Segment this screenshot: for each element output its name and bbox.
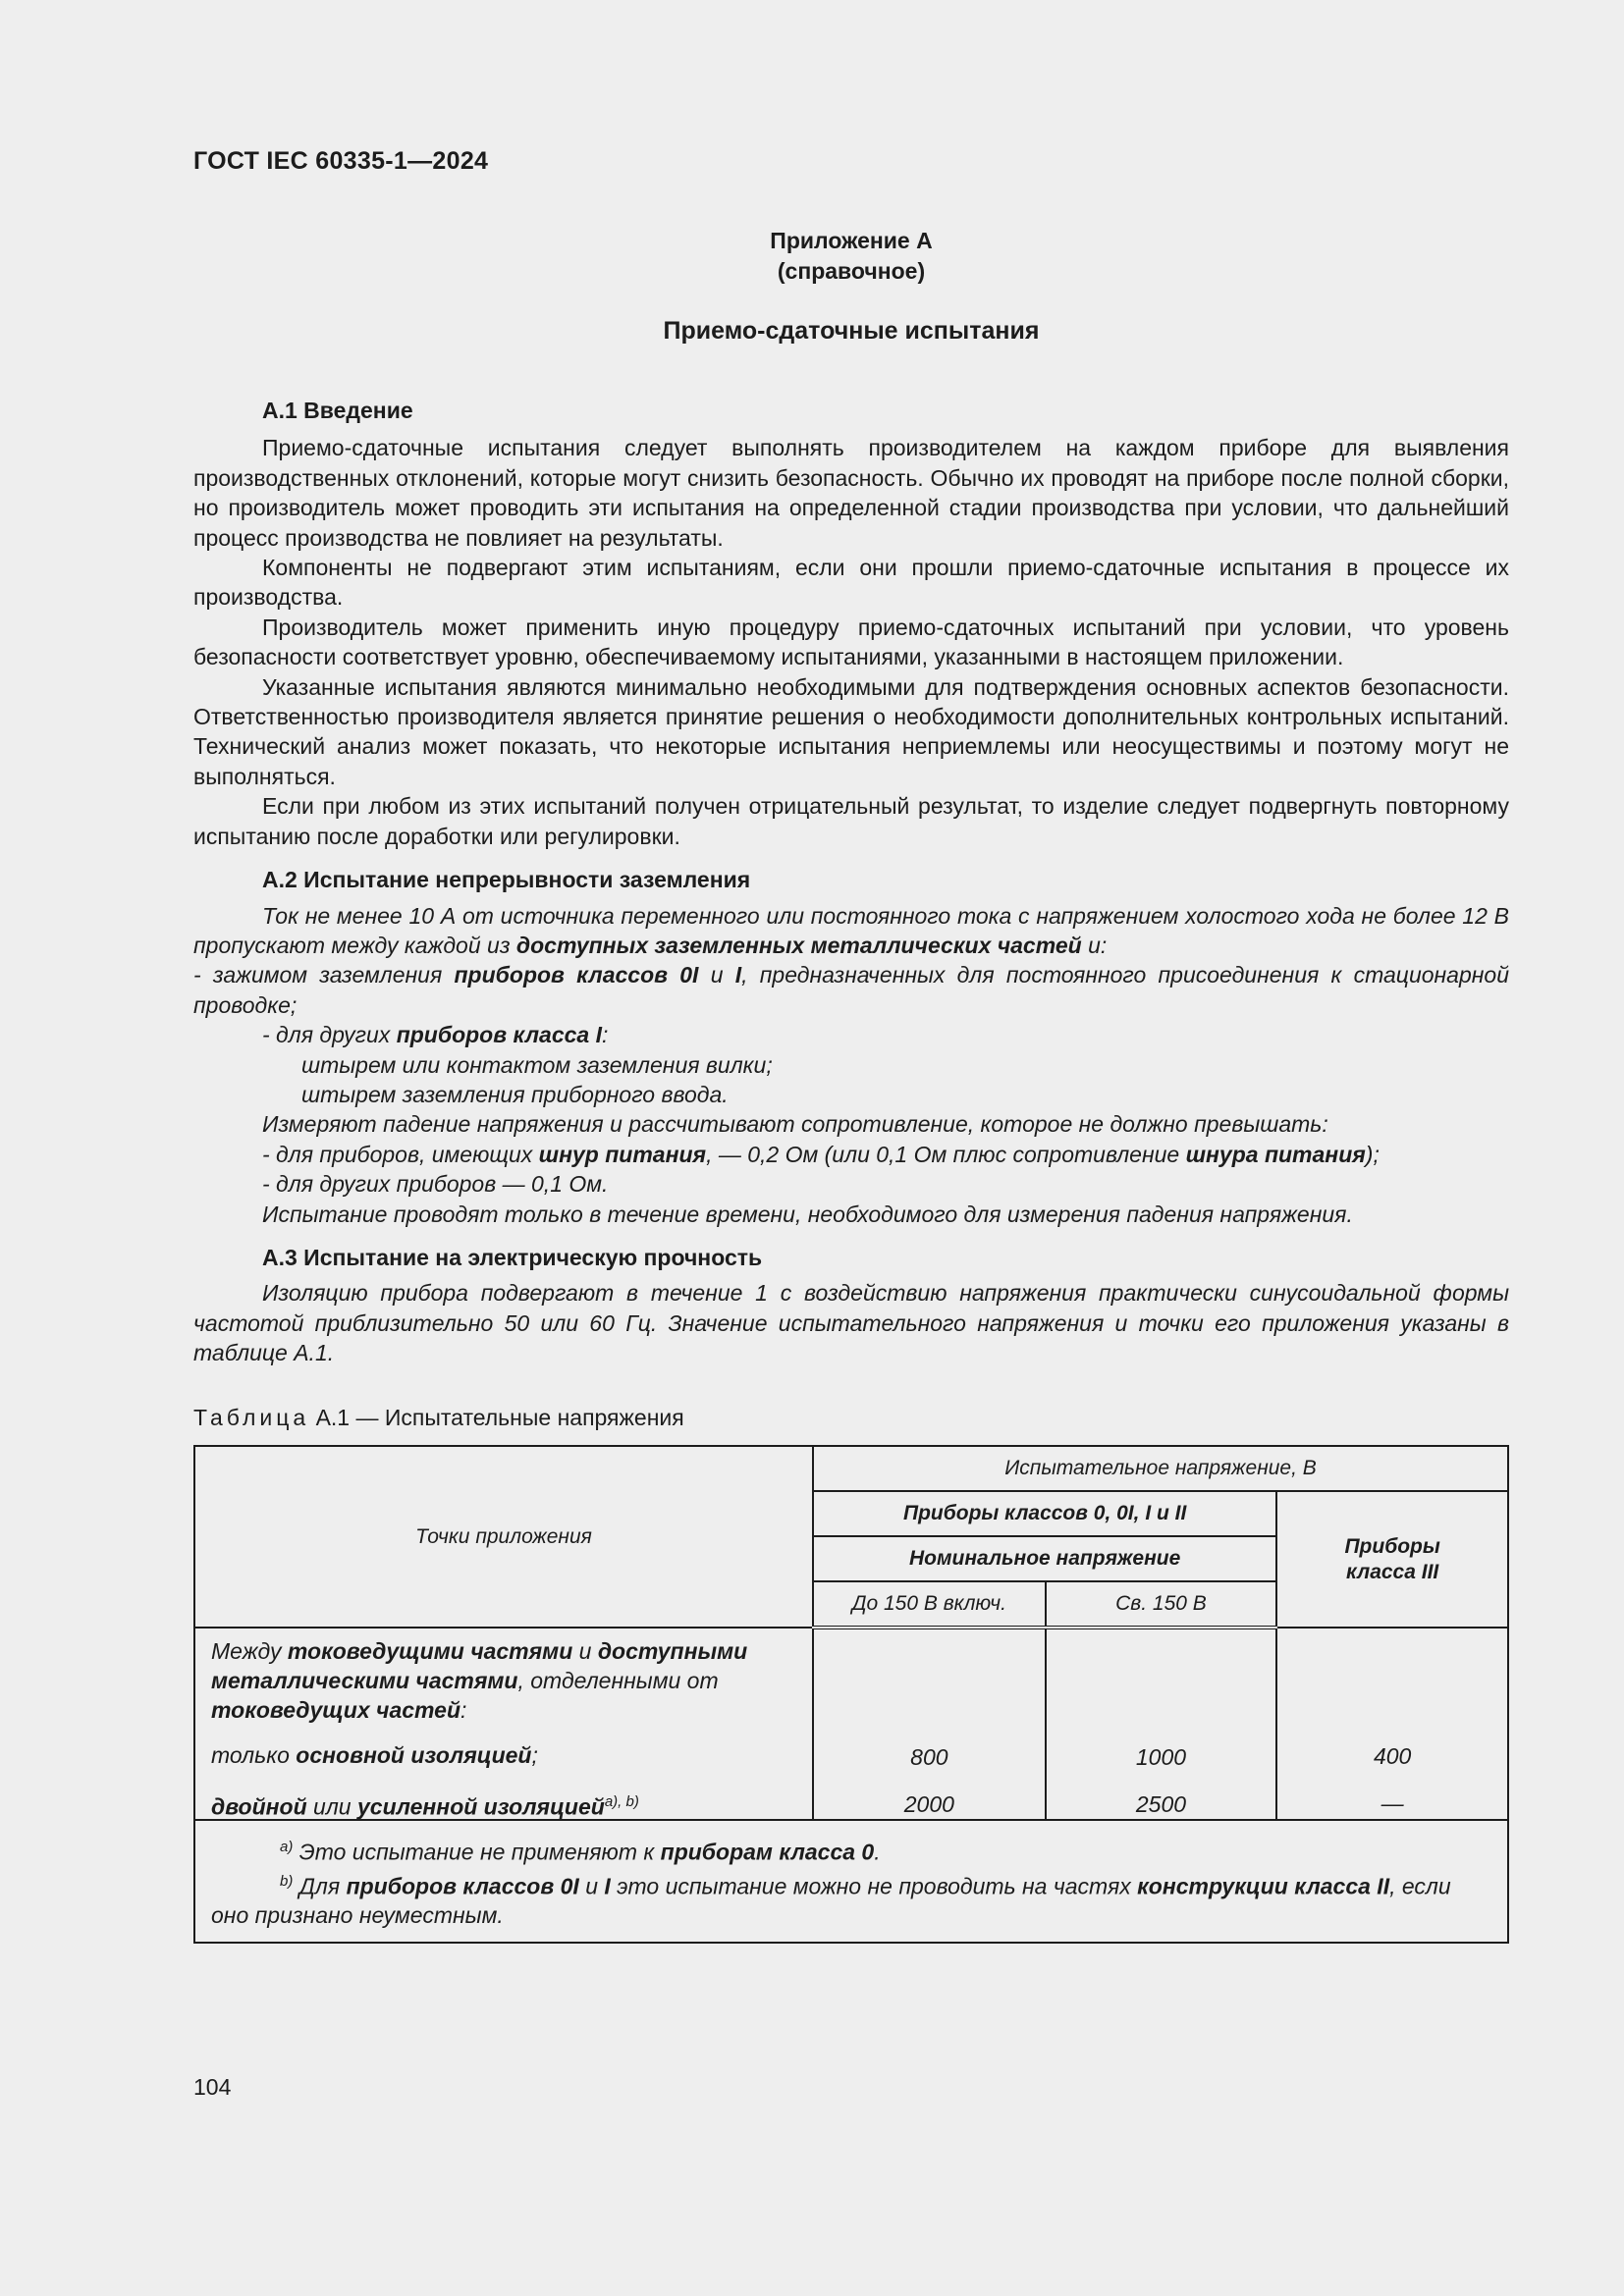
points-cell: Между токоведущими частями и доступными металлическими частями, отделенными от токоведущих частей: только основной изоляцией; двойной или усиленной изоляцией$^{a), b)}$ (194, 1628, 813, 1820)
value-column-class-iii: 400 — (1276, 1628, 1508, 1820)
paragraph: Указанные испытания являются минимально необходимыми для подтверждения основных аспектов безопасности. Ответственностью производителя является принятие решения о необходимости дополнительных контрольных испытаний. Технический анализ может показать, что некоторые испытания неприемлемы или неосуществимы и поэтому могут не выполняться. (193, 673, 1509, 789)
paragraph: Испытание проводят только в течение времени, необходимого для измерения падения напряжения. (262, 1201, 1353, 1227)
row-double-insulation: двойной или усиленной изоляцией$^{a), b)}$ (211, 1793, 639, 1820)
section-a3-heading: А.3 Испытание на электрическую прочность (262, 1244, 763, 1270)
annex-heading (193, 226, 1509, 287)
section-a1-heading: А.1 Введение (262, 398, 413, 423)
footnote-a: $^{a)}$ Это испытание не применяют к приборам класса 0. (280, 1839, 881, 1865)
page-number: 104 (193, 2074, 232, 2100)
value-column-over-150: 1000 2500 (1046, 1628, 1277, 1820)
document-body (193, 396, 1509, 1368)
header-test-voltage: Испытательное напряжение, В (813, 1446, 1508, 1491)
annex-label: Приложение А (770, 228, 933, 253)
list-item: - для других приборов — 0,1 Ом. (262, 1171, 609, 1198)
header-up-to-150: До 150 В включ. (813, 1581, 1046, 1628)
table-caption: Таблица А.1 — Испытательные напряжения (193, 1405, 684, 1430)
paragraph: Приемо-сдаточные испытания следует выполнять производителем на каждом приборе для выявления производственных отклонений, которые могут снизить безопасность. Обычно их проводят на приборе после полной сборки, но производитель может проводить эти испытания на определенной стадии производства при условии, что дальнейший процесс производства не повлияет на результаты. (193, 435, 1509, 551)
list-item: - зажимом заземления приборов классов 0I и I, предназначенных для постоянного присоединения к стационарной проводке; (193, 962, 1510, 1018)
standard-code: ГОСТ IEC 60335-1—2024 (193, 147, 489, 175)
header-class-iii: Приборы класса III (1276, 1491, 1508, 1628)
value-column-up-to-150: 800 2000 (813, 1628, 1046, 1820)
list-item: - для приборов, имеющих шнур питания, — 0,2 Ом (или 0,1 Ом плюс сопротивление шнура питания); (262, 1141, 1380, 1167)
annex-title: Приемо-сдаточные испытания (663, 317, 1040, 345)
header-nominal-voltage: Номинальное напряжение (813, 1536, 1276, 1581)
header-points: Точки приложения (194, 1446, 813, 1628)
footnote-b: $^{b)}$ Для приборов классов 0I и I это испытание можно не проводить на частях конструкции класса II, если оно признано неуместным. (211, 1872, 1451, 1929)
header-over-150: Св. 150 В (1046, 1581, 1277, 1628)
section-a2-heading: А.2 Испытание непрерывности заземления (262, 867, 751, 893)
paragraph: Производитель может применить иную процедуру приемо-сдаточных испытаний при условии, что уровень безопасности соответствует уровню, обеспечиваемому испытаниями, указанными в настоящем приложении. (193, 614, 1509, 670)
list-item: - для других приборов класса I: (262, 1022, 609, 1048)
test-voltage-table (193, 1445, 1509, 1944)
paragraph: Изоляцию прибора подвергают в течение 1 с воздействию напряжения практически синусоидальной формы частотой приблизительно 50 или 60 Гц. Значение испытательного напряжения и точки его приложения указаны в таблице А.1. (193, 1280, 1509, 1366)
header-classes-0-0i-i-ii: Приборы классов 0, 0I, I и II (813, 1491, 1276, 1536)
paragraph: Измеряют падение напряжения и рассчитывают сопротивление, которое не должно превышать: (262, 1111, 1328, 1138)
paragraph: Компоненты не подвергают этим испытаниям, если они прошли приемо-сдаточные испытания в процессе их производства. (193, 555, 1509, 611)
sub-list-item: штырем или контактом заземления вилки; (301, 1051, 773, 1078)
paragraph: Если при любом из этих испытаний получен отрицательный результат, то изделие следует подвергнуть повторному испытанию после доработки или регулировки. (193, 793, 1509, 849)
annex-type: (справочное) (777, 258, 926, 284)
paragraph: Ток не менее 10 А от источника переменного или постоянного тока с напряжением холостого хода не более 12 В пропускают между каждой из доступных заземленных металлических частей и: (193, 902, 1509, 958)
row-basic-insulation: только основной изоляцией; (211, 1742, 538, 1768)
table-footnotes (194, 1820, 1508, 1943)
sub-list-item: штырем заземления приборного ввода. (301, 1081, 729, 1107)
